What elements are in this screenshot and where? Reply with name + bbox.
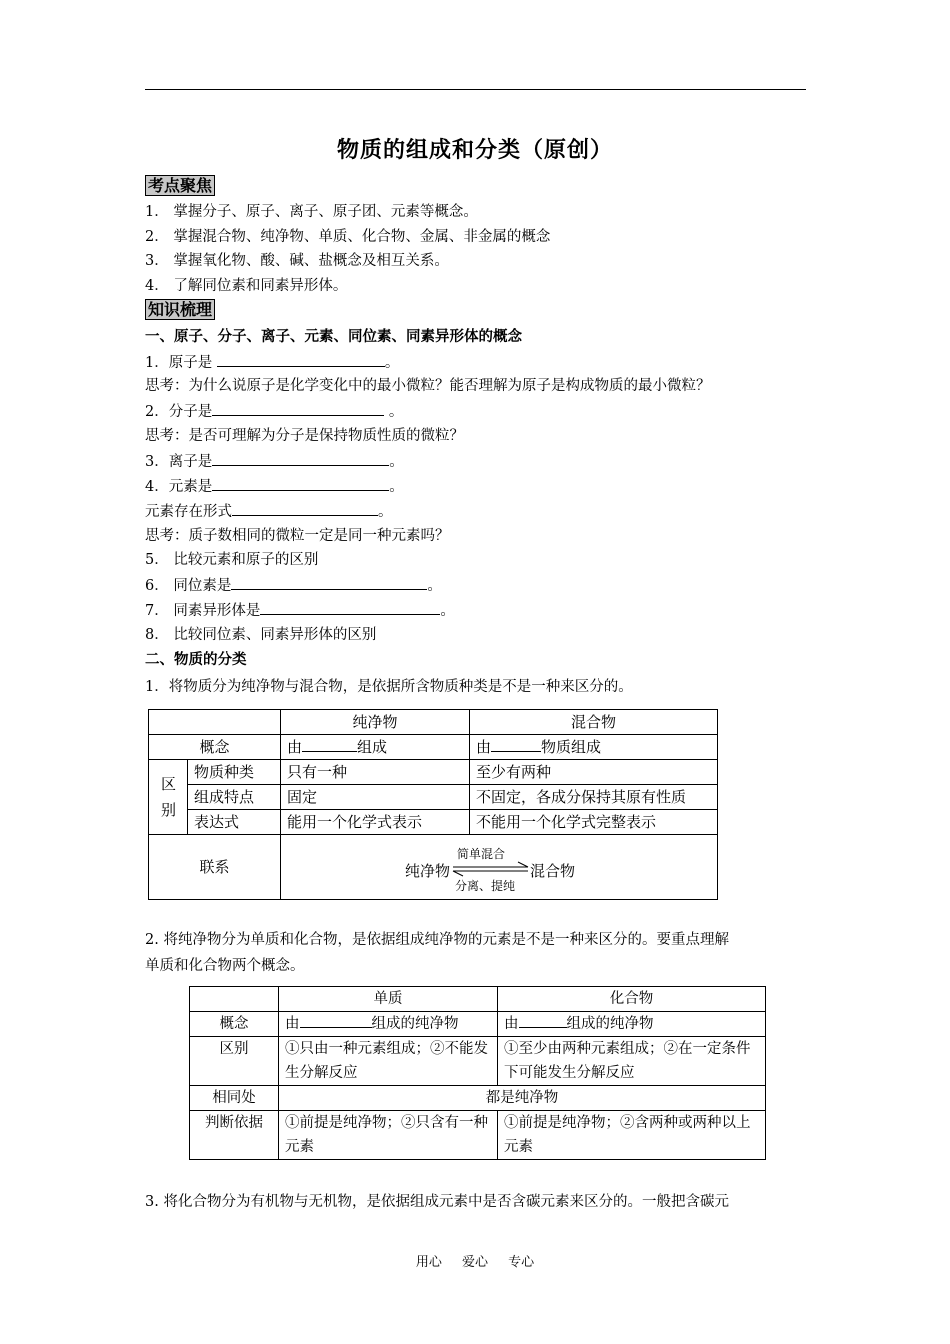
- element-compound-table: [189, 986, 766, 1160]
- cell-text: 组成的纯净物: [371, 1016, 459, 1032]
- fill-end: 。: [389, 479, 404, 495]
- row-label: 概念: [190, 1012, 279, 1037]
- para-2b: 单质和化合物两个概念。: [145, 958, 305, 974]
- diff-label: [149, 760, 188, 835]
- fill-element-form: [145, 501, 393, 522]
- table-cell: [149, 710, 281, 735]
- table-cell: 都是纯净物: [279, 1086, 766, 1111]
- row-label: 相同处: [190, 1086, 279, 1111]
- fill-end: 。: [384, 355, 400, 371]
- section-label: 知识梳理: [145, 299, 215, 320]
- heading-concepts: 一、原子、分子、离子、元素、同位素、同素异形体的概念: [145, 329, 522, 345]
- item-5: 5． 比较元素和原子的区别: [145, 552, 319, 568]
- table-row: [149, 735, 718, 760]
- blank-line[interactable]: [519, 1013, 567, 1028]
- cell-text: 物质组成: [541, 738, 602, 756]
- table-row: [149, 785, 718, 810]
- cell-text: 由: [285, 1016, 300, 1032]
- think-3: 思考：质子数相同的微粒一定是同一种元素吗？: [145, 528, 450, 544]
- cell-text: 由: [504, 1016, 519, 1032]
- footer-text: 专心: [508, 1255, 535, 1270]
- table-header: 化合物: [498, 987, 766, 1012]
- relation-bottom: 分离、提纯: [455, 879, 516, 893]
- objective-1: 1． 掌握分子、原子、离子、原子团、元素等概念。: [145, 204, 478, 220]
- page-title: 物质的组成和分类（原创）: [336, 138, 613, 163]
- fill-label: 2．分子是: [145, 404, 213, 420]
- row-label: 区别: [190, 1037, 279, 1086]
- fill-end: 。: [389, 454, 404, 470]
- objective-2: 2． 掌握混合物、纯净物、单质、化合物、金属、非金属的概念: [145, 229, 551, 245]
- blank-line[interactable]: [231, 575, 427, 590]
- fill-label: 6． 同位素是: [145, 578, 232, 594]
- heading-classification: 二、物质的分类: [145, 652, 247, 668]
- table-cell: ①只由一种元素组成；②不能发生分解反应: [279, 1037, 498, 1086]
- row-label: 判断依据: [190, 1111, 279, 1160]
- blank-line[interactable]: [491, 737, 541, 752]
- page-footer: [0, 1251, 950, 1270]
- table-cell: ①前提是纯净物；②含两种或两种以上元素: [498, 1111, 766, 1160]
- para-3: 3. 将化合物分为有机物与无机物，是依据组成元素中是否含碳元素来区分的。一般把含碳元: [145, 1194, 729, 1210]
- row-label: 物质种类: [188, 760, 281, 785]
- table-cell: [279, 1012, 498, 1037]
- diff-label-text: 区别: [161, 775, 177, 819]
- footer-text: 用心: [415, 1255, 442, 1270]
- table-row: [190, 1012, 766, 1037]
- blank-line[interactable]: [217, 352, 385, 367]
- fill-isotope: [145, 575, 442, 596]
- header-rule: [145, 89, 806, 90]
- table-row: [149, 760, 718, 785]
- section-kaodian: [145, 176, 215, 197]
- fill-end: 。: [440, 603, 455, 619]
- think-2: 思考：是否可理解为分子是保持物质性质的微粒？: [145, 428, 464, 444]
- relation-left: 纯净物: [405, 862, 451, 880]
- fill-label: 3．离子是: [145, 454, 213, 470]
- row-label: 联系: [149, 835, 281, 900]
- table-cell: 至少有两种: [470, 760, 718, 785]
- relation-top: 简单混合: [457, 847, 506, 861]
- relation-diagram: [281, 835, 717, 899]
- para-1: 1．将物质分为纯净物与混合物，是依据所含物质种类是不是一种来区分的。: [145, 679, 633, 695]
- table-cell: 固定: [281, 785, 470, 810]
- fill-ion: [145, 451, 404, 472]
- table-cell: [281, 735, 470, 760]
- table-cell: 能用一个化学式表示: [281, 810, 470, 835]
- arrow-head-icon: [453, 871, 463, 876]
- fill-atom: [145, 352, 399, 373]
- blank-line[interactable]: [300, 1013, 372, 1028]
- arrow-head-icon: [518, 862, 528, 867]
- table-header: 单质: [279, 987, 498, 1012]
- fill-end: 。: [427, 578, 442, 594]
- row-label: 表达式: [188, 810, 281, 835]
- table-cell: [498, 1012, 766, 1037]
- blank-line[interactable]: [232, 501, 378, 516]
- table-row: [149, 810, 718, 835]
- table-cell: ①至少由两种元素组成；②在一定条件下可能发生分解反应: [498, 1037, 766, 1086]
- table-row: [190, 1086, 766, 1111]
- fill-end: 。: [378, 504, 393, 520]
- blank-line[interactable]: [212, 476, 389, 491]
- item-8: 8． 比较同位素、同素异形体的区别: [145, 627, 377, 643]
- para-2a: 2. 将纯净物分为单质和化合物，是依据组成纯净物的元素是不是一种来区分的。要重点理解: [145, 932, 729, 948]
- blank-line[interactable]: [212, 401, 384, 416]
- objective-3: 3． 掌握氧化物、酸、碱、盐概念及相互关系。: [145, 253, 449, 269]
- table-row: [149, 710, 718, 735]
- cell-text: 组成的纯净物: [566, 1016, 654, 1032]
- table-cell: ①前提是纯净物；②只含有一种元素: [279, 1111, 498, 1160]
- fill-label: 7． 同素异形体是: [145, 603, 261, 619]
- blank-line[interactable]: [260, 600, 440, 615]
- row-label: 组成特点: [188, 785, 281, 810]
- table-cell: [190, 987, 279, 1012]
- section-label: 考点聚焦: [145, 175, 215, 196]
- table-row: [190, 1111, 766, 1160]
- table-cell: 不固定，各成分保持其原有性质: [470, 785, 718, 810]
- objective-4: 4． 了解同位素和同素异形体。: [145, 278, 348, 294]
- blank-line[interactable]: [302, 737, 357, 752]
- fill-allotrope: [145, 600, 455, 621]
- footer-text: 爱心: [461, 1255, 488, 1270]
- fill-end: 。: [388, 404, 404, 420]
- blank-line[interactable]: [212, 451, 389, 466]
- relation-right: 混合物: [530, 862, 576, 880]
- table-cell: 不能用一个化学式完整表示: [470, 810, 718, 835]
- row-label: 概念: [149, 735, 281, 760]
- pure-mixture-table: [148, 709, 718, 900]
- relation-cell: [281, 835, 718, 900]
- table-row: [149, 835, 718, 900]
- cell-text: 组成: [357, 738, 388, 756]
- table-row: [190, 987, 766, 1012]
- table-cell: [470, 735, 718, 760]
- section-zhishi: [145, 300, 215, 321]
- fill-molecule: [145, 401, 403, 422]
- cell-text: 由: [287, 738, 303, 756]
- fill-label: 4．元素是: [145, 479, 213, 495]
- fill-element: [145, 476, 404, 497]
- fill-label: 1．原子是: [145, 355, 213, 371]
- cell-text: 由: [476, 738, 492, 756]
- think-1: 思考：为什么说原子是化学变化中的最小微粒？能否理解为原子是构成物质的最小微粒？: [145, 378, 711, 394]
- table-header: 混合物: [470, 710, 718, 735]
- table-row: [190, 1037, 766, 1086]
- table-cell: 只有一种: [281, 760, 470, 785]
- fill-label: 元素存在形式: [145, 504, 232, 520]
- table-header: 纯净物: [281, 710, 470, 735]
